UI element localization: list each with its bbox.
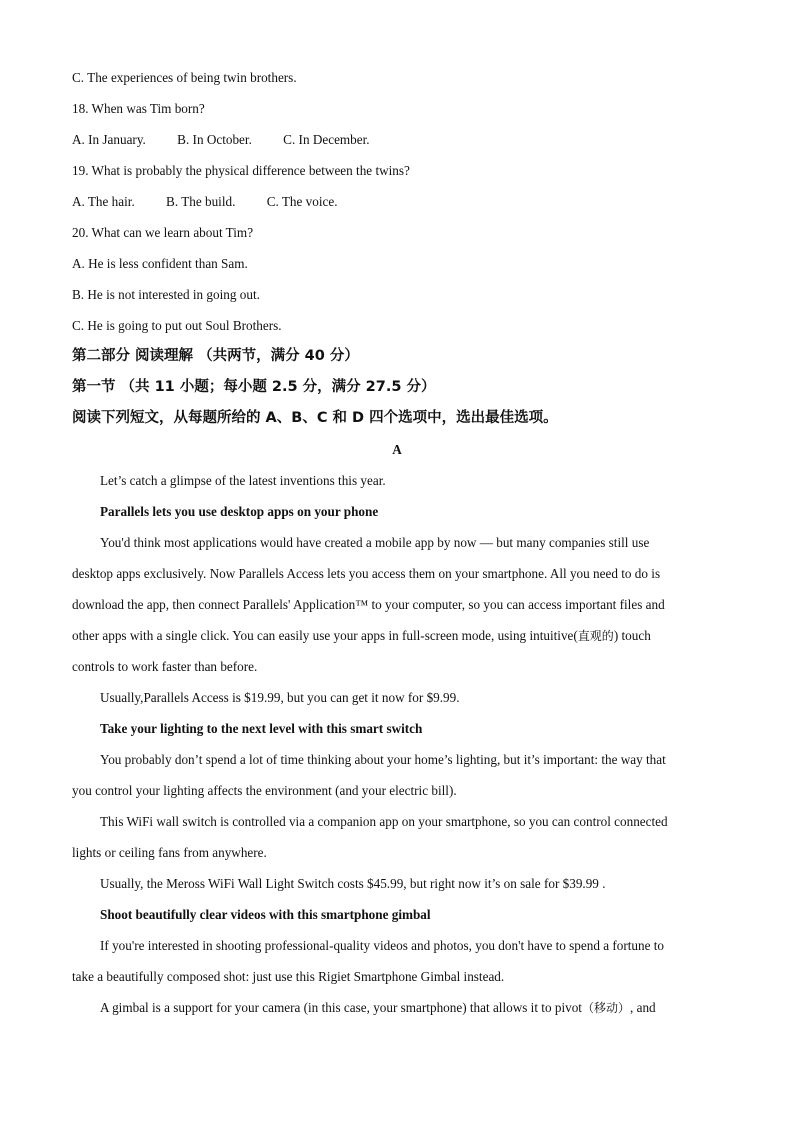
p1-line-4-text: other apps with a single click. You can easily use your apps in full-screen mode, using intuitive(	[72, 628, 578, 643]
q17-option-c: C. The experiences of being twin brothers.	[72, 70, 297, 85]
heading-gimbal: Shoot beautifully clear videos with this smartphone gimbal	[100, 907, 431, 922]
q19-option-c: C. The voice.	[266, 194, 338, 209]
part2-title: 第二部分 阅读理解 （共两节，满分 40 分）	[72, 348, 359, 364]
passage-label: A	[392, 442, 402, 457]
q20-option-b: B. He is not interested in going out.	[72, 287, 260, 302]
q19-options	[72, 186, 722, 217]
p2-line-1: You probably don’t spend a lot of time thinking about your home’s lighting, but it’s important: the way that	[100, 752, 666, 767]
q18-options	[72, 124, 722, 155]
p5-line-1-text: A gimbal is a support for your camera (in this case, your smartphone) that allows it to pivot	[100, 1000, 582, 1015]
q19-option-b: B. The build.	[166, 194, 236, 209]
q19-option-a: A. The hair.	[72, 194, 135, 209]
q18-question: 18. When was Tim born?	[72, 101, 205, 116]
q18-option-b: B. In October.	[177, 132, 252, 147]
p1-line-2: desktop apps exclusively. Now Parallels Access lets you access them on your smartphone. All you need to do is	[72, 566, 661, 581]
p1-line-3: download the app, then connect Parallels' Application™ to your computer, so you can access important files and	[72, 597, 665, 612]
p2-line-2: you control your lighting affects the environment (and your electric bill).	[72, 783, 457, 798]
q18-option-c: C. In December.	[283, 132, 370, 147]
q20-option-a: A. He is less confident than Sam.	[72, 256, 248, 271]
p5-line-1	[72, 992, 722, 1023]
p3-line-2: lights or ceiling fans from anywhere.	[72, 845, 267, 860]
q20-question: 20. What can we learn about Tim?	[72, 225, 254, 240]
p3-line-1: This WiFi wall switch is controlled via a companion app on your smartphone, so you can control connected	[100, 814, 668, 829]
section1-title: 第一节 （共 11 小题；每小题 2.5 分，满分 27.5 分）	[72, 379, 436, 395]
price-switch: Usually, the Meross WiFi Wall Light Switch costs $45.99, but right now it’s on sale for $39.99 .	[100, 876, 606, 891]
q18-option-a: A. In January.	[72, 132, 146, 147]
q19-question: 19. What is probably the physical difference between the twins?	[72, 163, 410, 178]
p1-line-5: controls to work faster than before.	[72, 659, 258, 674]
heading-parallels: Parallels lets you use desktop apps on your phone	[100, 504, 379, 519]
p4-line-2: take a beautifully composed shot: just use this Rigiet Smartphone Gimbal instead.	[72, 969, 505, 984]
p5-gloss-pivot: （移动）	[581, 1001, 630, 1015]
exam-page	[72, 62, 722, 1023]
p1-gloss-intuitive: 直观的	[577, 629, 614, 643]
passage-intro: Let’s catch a glimpse of the latest inventions this year.	[100, 473, 386, 488]
instruction: 阅读下列短文，从每题所给的 A、B、C 和 D 四个选项中，选出最佳选项。	[72, 410, 558, 426]
p1-line-4-tail: ) touch	[613, 628, 651, 643]
p1-line-4	[72, 620, 722, 651]
price-parallels: Usually,Parallels Access is $19.99, but you can get it now for $9.99.	[100, 690, 460, 705]
p4-line-1: If you're interested in shooting professional-quality videos and photos, you don't have to spend a fortune to	[100, 938, 665, 953]
q20-option-c: C. He is going to put out Soul Brothers.	[72, 318, 282, 333]
heading-smart-switch: Take your lighting to the next level with this smart switch	[100, 721, 423, 736]
p5-line-1-tail: , and	[630, 1000, 656, 1015]
p1-line-1: You'd think most applications would have created a mobile app by now — but many companies still use	[100, 535, 650, 550]
